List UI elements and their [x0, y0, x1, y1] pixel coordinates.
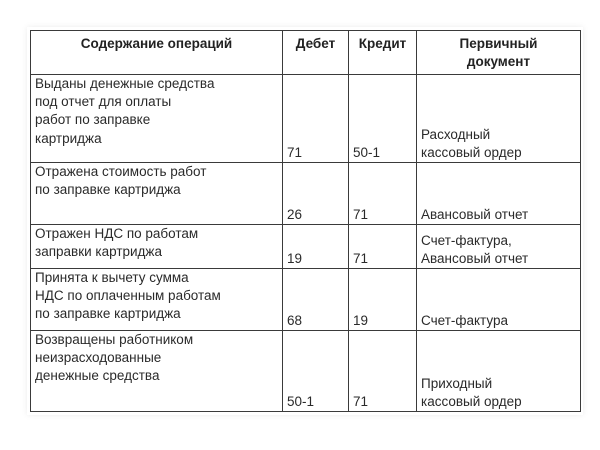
header-debit [283, 31, 349, 75]
description-line: картриджа [35, 130, 102, 146]
table-row [31, 225, 581, 269]
operation-description [31, 269, 283, 331]
description-line: денежные средства [35, 368, 160, 384]
document-line: Счет-фактура, [421, 232, 512, 248]
document-line: кассовый ордер [421, 144, 522, 160]
document-line: Счет-фактура [421, 312, 508, 328]
operation-description [31, 331, 283, 412]
description-line: заправки картриджа [35, 244, 162, 260]
operation-description [31, 225, 283, 269]
debit-cell: 26 [283, 163, 349, 225]
description-line: Возвращены работником [35, 332, 194, 347]
document-line: Приходный [421, 375, 493, 391]
debit-cell: 71 [283, 75, 349, 163]
header-debit-label: Дебет [295, 36, 336, 51]
table-row [31, 163, 581, 225]
document-cell [417, 75, 581, 163]
credit-cell: 71 [349, 163, 417, 225]
debit-cell: 19 [283, 225, 349, 269]
credit-cell: 50-1 [349, 75, 417, 163]
header-credit-label: Кредит [358, 36, 407, 51]
document-cell [417, 163, 581, 225]
table-row [31, 331, 581, 412]
operation-description [31, 163, 283, 225]
document-cell [417, 225, 581, 269]
debit-cell: 68 [283, 269, 349, 331]
description-line: под отчет для оплаты [35, 94, 172, 110]
header-document [417, 31, 581, 75]
description-line: Принята к вычету сумма [35, 270, 189, 285]
header-operations-label: Содержание операций [80, 36, 233, 51]
table-row [31, 75, 581, 163]
description-line: неизрасходованные [35, 350, 162, 366]
description-line: Отражен НДС по работам [35, 226, 199, 241]
document-line: кассовый ордер [421, 393, 522, 409]
description-line: Отражена стоимость работ [35, 164, 207, 179]
table-header-row [31, 31, 581, 75]
header-document-line: документ [466, 54, 531, 70]
header-credit [349, 31, 417, 75]
document-cell [417, 269, 581, 331]
document-line: Расходный [421, 126, 491, 142]
document-cell [417, 331, 581, 412]
credit-cell: 71 [349, 331, 417, 412]
debit-cell: 50-1 [283, 331, 349, 412]
credit-cell: 71 [349, 225, 417, 269]
operations-table [30, 30, 581, 412]
description-line: НДС по оплаченным работам [35, 288, 221, 304]
table-row [31, 269, 581, 331]
document-line: Авансовый отчет [421, 206, 529, 222]
document-line: Авансовый отчет [421, 250, 529, 266]
credit-cell: 19 [349, 269, 417, 331]
description-line: по заправке картриджа [35, 306, 181, 322]
description-line: Выданы денежные средства [35, 76, 215, 91]
description-line: работ по заправке [35, 112, 151, 128]
header-document-line: Первичный [459, 36, 538, 51]
header-operations [31, 31, 283, 75]
description-line: по заправке картриджа [35, 182, 181, 198]
operation-description [31, 75, 283, 163]
